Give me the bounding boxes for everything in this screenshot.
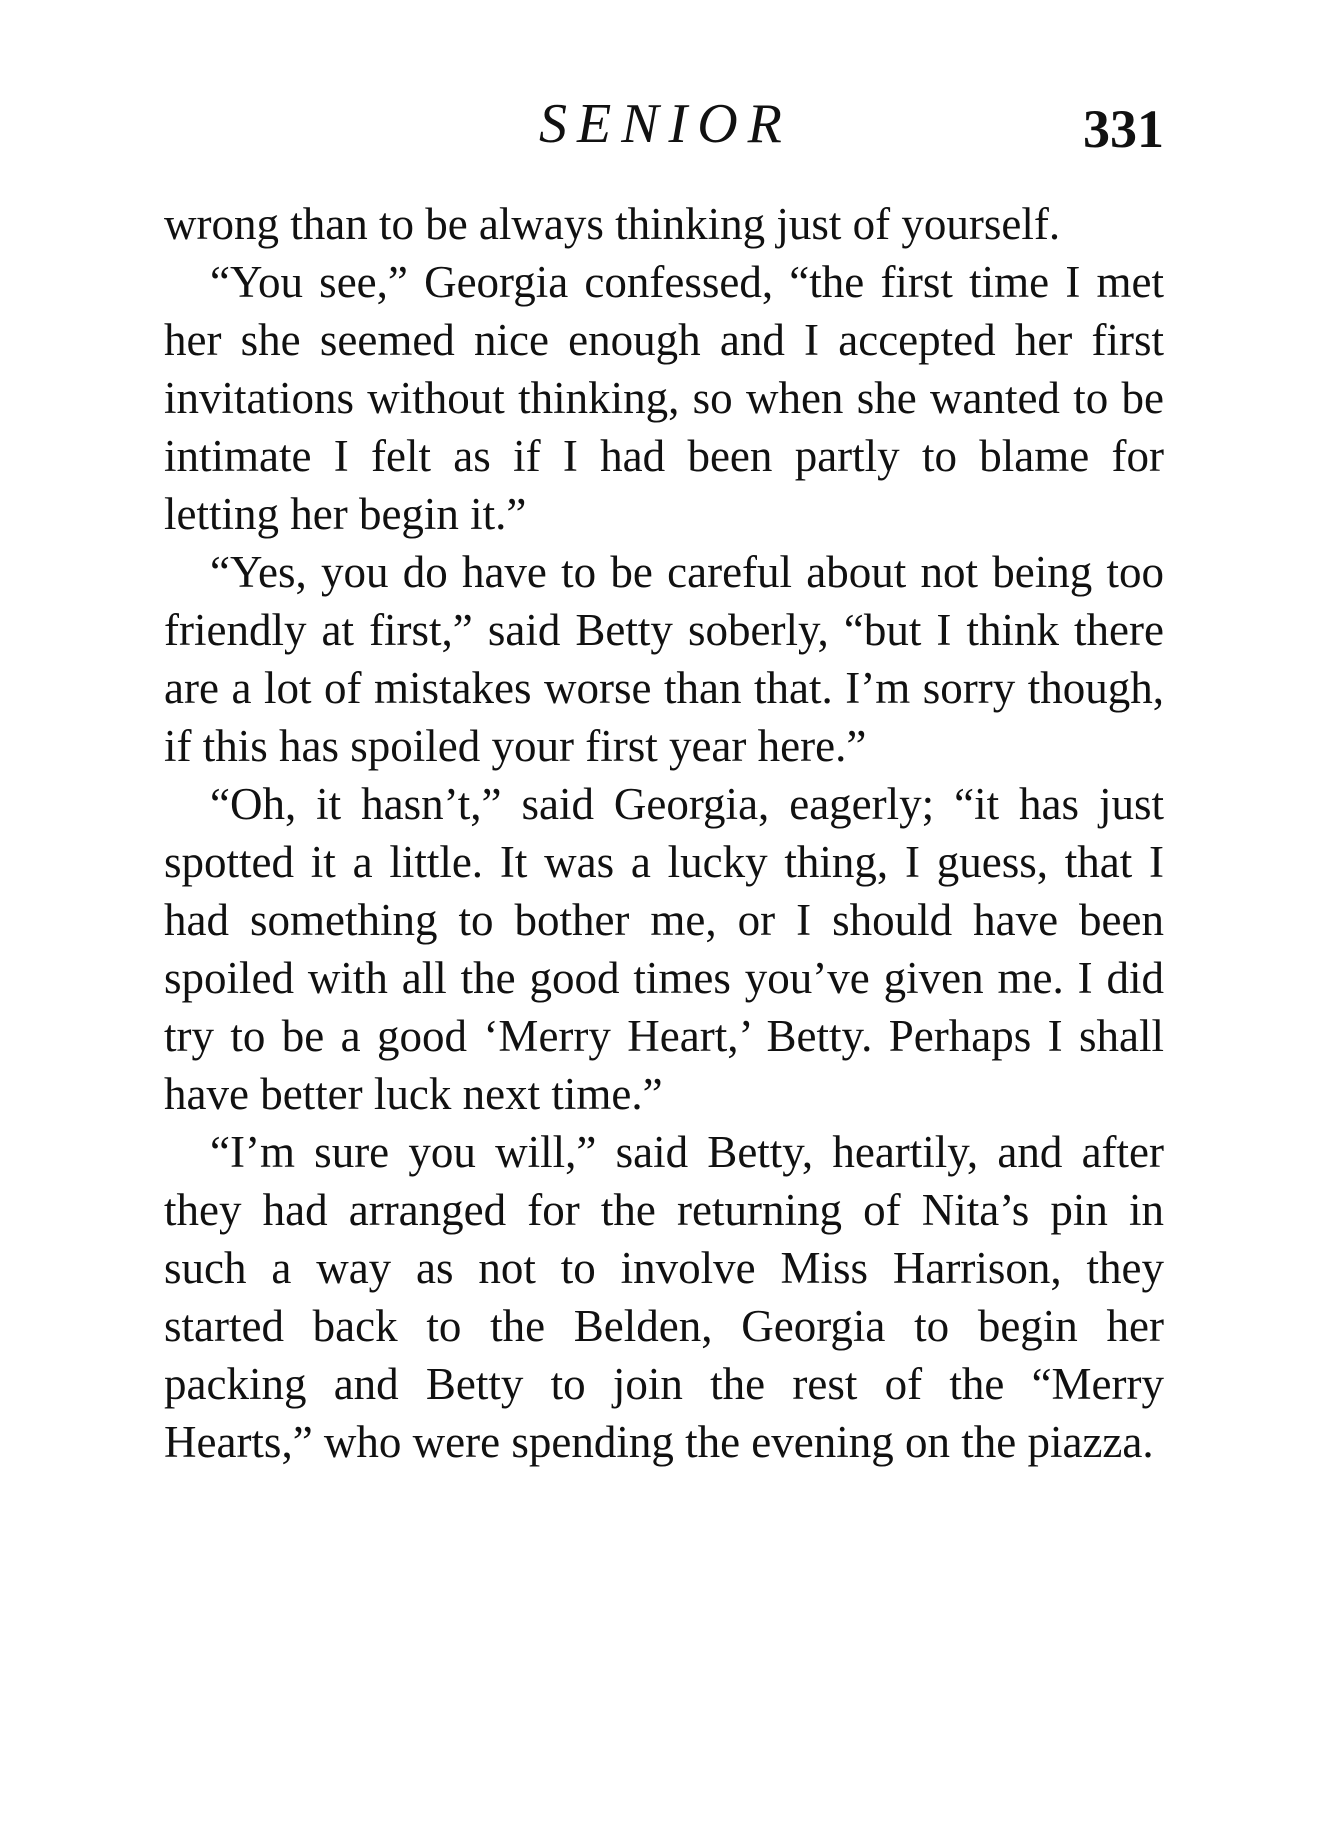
running-title: SENIOR bbox=[539, 93, 792, 155]
paragraph-4: “Oh, it hasn’t,” said Georgia, eagerly; “it has just spotted it a little. It was a lucky thing, I guess, that I had something to bother me, or I should have been spoiled with all the good times you’ve given me. I did try to be a good ‘Merry Heart,’ Betty. Perhaps I shall have better luck next time.” bbox=[164, 779, 1164, 1119]
paragraph-3: “Yes, you do have to be careful about not being too friendly at first,” said Betty soberly, “but I think there are a lot of mistakes worse than that. I’m sorry though, if this has spoiled your first year here.” bbox=[164, 547, 1164, 771]
running-head bbox=[164, 92, 1164, 172]
page-number: 331 bbox=[1083, 99, 1164, 159]
paragraph-2: “You see,” Georgia confessed, “the first time I met her she seemed nice enough and I accepted her first invitations without thinking, so when she wanted to be intimate I felt as if I had been partly to blame for letting her begin it.” bbox=[164, 257, 1164, 539]
paragraph-5: “I’m sure you will,” said Betty, heartily, and after they had arranged for the returning of Nita’s pin in such a way as not to involve Miss Harrison, they started back to the Belden, Georgia to begin her packing and Betty to join the rest of the “Merry Hearts,” who were spending the evening on the piazza. bbox=[164, 1127, 1164, 1467]
paragraph-1: wrong than to be always thinking just of yourself. bbox=[164, 199, 1061, 249]
body-text bbox=[164, 195, 1164, 1471]
